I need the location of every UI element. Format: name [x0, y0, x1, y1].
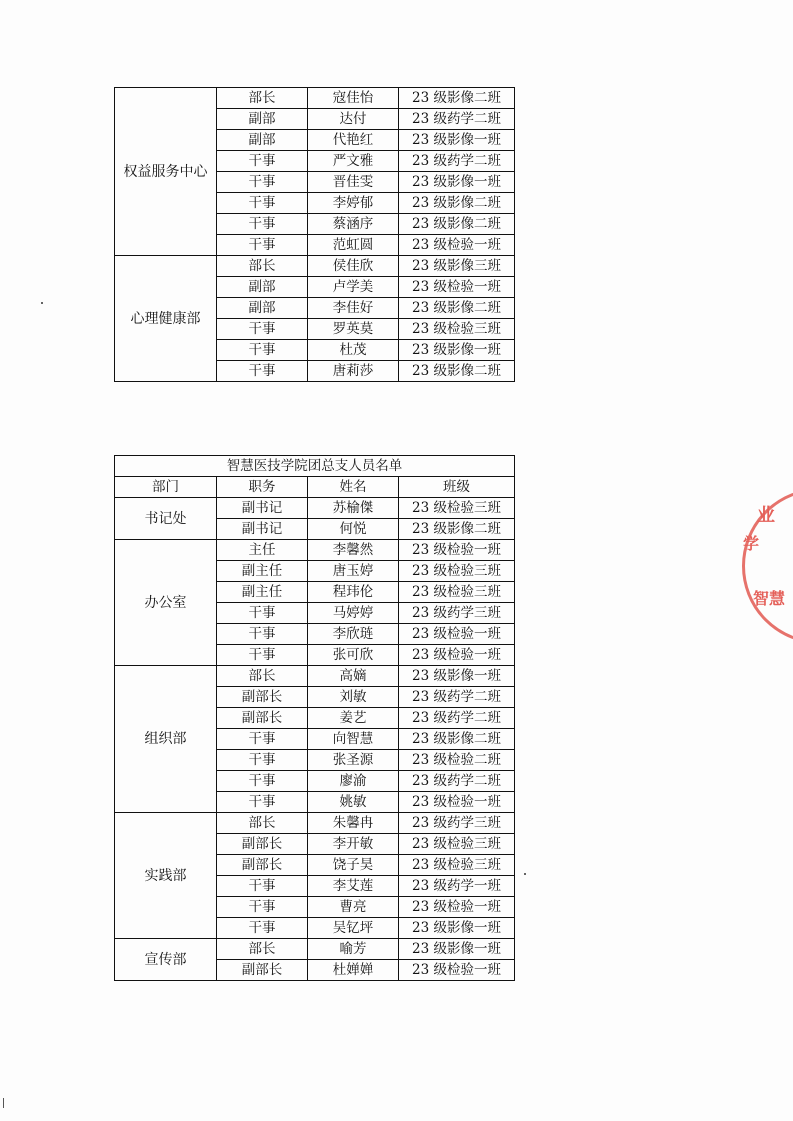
dept-cell: 心理健康部 — [115, 256, 217, 382]
class-cell: 23 级检验三班 — [399, 561, 515, 582]
class-cell: 23 级检验一班 — [399, 897, 515, 918]
class-cell: 23 级影像二班 — [399, 519, 515, 540]
class-cell: 23 级药学三班 — [399, 603, 515, 624]
role-cell: 副部长 — [217, 855, 308, 876]
name-cell: 喻芳 — [308, 939, 399, 960]
class-cell: 23 级检验一班 — [399, 624, 515, 645]
role-cell: 干事 — [217, 214, 308, 235]
class-cell: 23 级影像二班 — [399, 361, 515, 382]
name-cell: 杜茂 — [308, 340, 399, 361]
role-cell: 副主任 — [217, 582, 308, 603]
dept-cell: 权益服务中心 — [115, 88, 217, 256]
name-cell: 向智慧 — [308, 729, 399, 750]
class-cell: 23 级药学一班 — [399, 876, 515, 897]
class-cell: 23 级影像一班 — [399, 130, 515, 151]
role-cell: 干事 — [217, 792, 308, 813]
table-title-row — [115, 456, 515, 477]
class-cell: 23 级药学二班 — [399, 109, 515, 130]
role-cell: 干事 — [217, 193, 308, 214]
class-cell: 23 级影像一班 — [399, 340, 515, 361]
table2-body — [115, 456, 515, 981]
table-row — [115, 939, 515, 960]
role-cell: 副部长 — [217, 687, 308, 708]
dept-cell: 实践部 — [115, 813, 217, 939]
role-cell: 部长 — [217, 256, 308, 277]
class-cell: 23 级检验一班 — [399, 277, 515, 298]
class-cell: 23 级影像二班 — [399, 193, 515, 214]
class-cell: 23 级影像二班 — [399, 88, 515, 109]
class-cell: 23 级检验三班 — [399, 834, 515, 855]
role-cell: 干事 — [217, 319, 308, 340]
role-cell: 部长 — [217, 88, 308, 109]
role-cell: 干事 — [217, 624, 308, 645]
role-cell: 副书记 — [217, 498, 308, 519]
name-cell: 刘敏 — [308, 687, 399, 708]
class-cell: 23 级影像三班 — [399, 256, 515, 277]
role-cell: 干事 — [217, 771, 308, 792]
role-cell: 干事 — [217, 151, 308, 172]
table-header-row — [115, 477, 515, 498]
name-cell: 姜艺 — [308, 708, 399, 729]
name-cell: 姚敏 — [308, 792, 399, 813]
roster-table-continued — [114, 87, 515, 382]
table-row — [115, 540, 515, 561]
dept-cell: 组织部 — [115, 666, 217, 813]
seal-glyph-top: 业 — [757, 505, 775, 526]
role-cell: 部长 — [217, 939, 308, 960]
name-cell: 范虹圆 — [308, 235, 399, 256]
scan-speck — [41, 302, 43, 304]
table-row — [115, 666, 515, 687]
role-cell: 干事 — [217, 603, 308, 624]
name-cell: 李婷郁 — [308, 193, 399, 214]
name-cell: 高嫡 — [308, 666, 399, 687]
name-cell: 张可欣 — [308, 645, 399, 666]
class-cell: 23 级药学二班 — [399, 151, 515, 172]
name-cell: 李开敏 — [308, 834, 399, 855]
name-cell: 李馨然 — [308, 540, 399, 561]
role-cell: 干事 — [217, 172, 308, 193]
name-cell: 苏榆傑 — [308, 498, 399, 519]
header-dept: 部门 — [115, 477, 217, 498]
table-row — [115, 88, 515, 109]
roster-table-league-branch — [114, 455, 515, 981]
role-cell: 副部长 — [217, 834, 308, 855]
name-cell: 饶子昊 — [308, 855, 399, 876]
name-cell: 晋佳雯 — [308, 172, 399, 193]
table1-body — [115, 88, 515, 382]
seal-glyph-left: 学 — [743, 534, 760, 553]
role-cell: 干事 — [217, 897, 308, 918]
class-cell: 23 级检验一班 — [399, 540, 515, 561]
class-cell: 23 级检验一班 — [399, 235, 515, 256]
role-cell: 干事 — [217, 645, 308, 666]
role-cell: 干事 — [217, 340, 308, 361]
role-cell: 干事 — [217, 235, 308, 256]
official-seal — [742, 488, 793, 644]
dept-cell: 宣传部 — [115, 939, 217, 981]
name-cell: 李艾莲 — [308, 876, 399, 897]
name-cell: 程玮伦 — [308, 582, 399, 603]
class-cell: 23 级药学二班 — [399, 687, 515, 708]
name-cell: 蔡涵序 — [308, 214, 399, 235]
name-cell: 朱馨冉 — [308, 813, 399, 834]
name-cell: 罗英莫 — [308, 319, 399, 340]
table-row — [115, 498, 515, 519]
class-cell: 23 级影像一班 — [399, 172, 515, 193]
class-cell: 23 级检验二班 — [399, 750, 515, 771]
class-cell: 23 级检验一班 — [399, 792, 515, 813]
class-cell: 23 级影像一班 — [399, 939, 515, 960]
class-cell: 23 级药学二班 — [399, 708, 515, 729]
class-cell: 23 级影像二班 — [399, 729, 515, 750]
role-cell: 副部 — [217, 109, 308, 130]
name-cell: 吴钇坪 — [308, 918, 399, 939]
role-cell: 干事 — [217, 729, 308, 750]
role-cell: 主任 — [217, 540, 308, 561]
header-name: 姓名 — [308, 477, 399, 498]
class-cell: 23 级药学二班 — [399, 771, 515, 792]
name-cell: 张圣源 — [308, 750, 399, 771]
class-cell: 23 级影像一班 — [399, 918, 515, 939]
role-cell: 部长 — [217, 666, 308, 687]
class-cell: 23 级检验一班 — [399, 960, 515, 981]
role-cell: 副部长 — [217, 708, 308, 729]
name-cell: 何悦 — [308, 519, 399, 540]
name-cell: 侯佳欣 — [308, 256, 399, 277]
scan-speck — [524, 873, 526, 875]
class-cell: 23 级影像二班 — [399, 298, 515, 319]
name-cell: 李欣琏 — [308, 624, 399, 645]
role-cell: 副部长 — [217, 960, 308, 981]
role-cell: 部长 — [217, 813, 308, 834]
role-cell: 副部 — [217, 130, 308, 151]
class-cell: 23 级检验三班 — [399, 498, 515, 519]
role-cell: 副书记 — [217, 519, 308, 540]
seal-glyph-bottom: 智慧 — [753, 589, 786, 608]
header-role: 职务 — [217, 477, 308, 498]
role-cell: 干事 — [217, 876, 308, 897]
role-cell: 副主任 — [217, 561, 308, 582]
header-class: 班级 — [399, 477, 515, 498]
scan-edge-mark — [3, 1098, 4, 1108]
role-cell: 副部 — [217, 277, 308, 298]
name-cell: 曹亮 — [308, 897, 399, 918]
class-cell: 23 级影像一班 — [399, 666, 515, 687]
name-cell: 李佳好 — [308, 298, 399, 319]
class-cell: 23 级药学三班 — [399, 813, 515, 834]
name-cell: 卢学美 — [308, 277, 399, 298]
table-row — [115, 813, 515, 834]
role-cell: 干事 — [217, 750, 308, 771]
name-cell: 廖渝 — [308, 771, 399, 792]
table-title: 智慧医技学院团总支人员名单 — [115, 456, 515, 477]
role-cell: 副部 — [217, 298, 308, 319]
role-cell: 干事 — [217, 361, 308, 382]
class-cell: 23 级检验三班 — [399, 855, 515, 876]
name-cell: 严文雅 — [308, 151, 399, 172]
class-cell: 23 级检验三班 — [399, 582, 515, 603]
name-cell: 达付 — [308, 109, 399, 130]
class-cell: 23 级检验一班 — [399, 645, 515, 666]
class-cell: 23 级影像二班 — [399, 214, 515, 235]
name-cell: 杜婵婵 — [308, 960, 399, 981]
dept-cell: 书记处 — [115, 498, 217, 540]
name-cell: 代艳红 — [308, 130, 399, 151]
name-cell: 寇佳怡 — [308, 88, 399, 109]
name-cell: 马婷婷 — [308, 603, 399, 624]
class-cell: 23 级检验三班 — [399, 319, 515, 340]
dept-cell: 办公室 — [115, 540, 217, 666]
table-row — [115, 256, 515, 277]
role-cell: 干事 — [217, 918, 308, 939]
name-cell: 唐玉婷 — [308, 561, 399, 582]
name-cell: 唐莉莎 — [308, 361, 399, 382]
